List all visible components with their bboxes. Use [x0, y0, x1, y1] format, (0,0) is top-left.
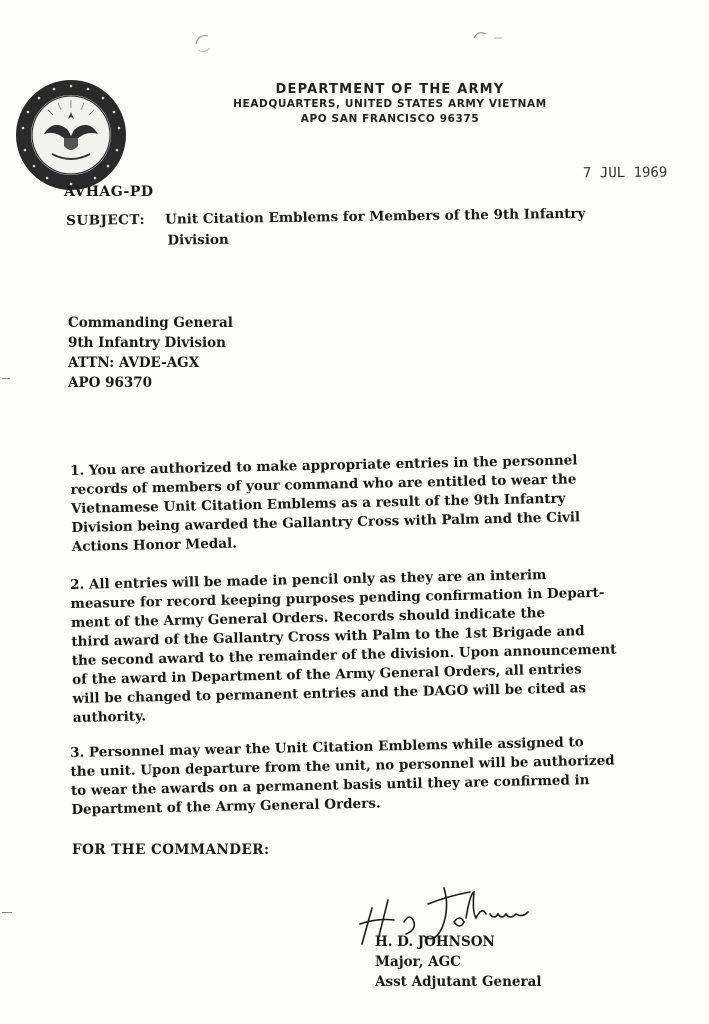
addressee-block	[68, 313, 233, 393]
addressee-line: APO 96370	[68, 375, 153, 391]
addressee-line: ATTN: AVDE-AGX	[68, 355, 200, 371]
subject-block	[66, 204, 586, 253]
letter-date: 7 JUL 1969	[582, 164, 668, 182]
paragraph-3: 3. Personnel may wear the Unit Citation Emblems while assigned to the unit. Upon departure from the unit, no personnel will be authorized to wear the awards on a permanent basis until they are confirmed in Department of the Army General Orders.	[70, 734, 615, 818]
letterhead-headquarters: HEADQUARTERS, UNITED STATES ARMY VIETNAM	[233, 98, 547, 110]
subject-line-2: Division	[167, 231, 229, 249]
punch-hole-mark	[468, 26, 508, 52]
closing-line: FOR THE COMMANDER:	[72, 842, 270, 858]
paragraph-1: 1. You are authorized to make appropriate entries in the personnel records of members of your command who are entitled to wear the Vietnamese Unit Citation Emblems as a result of the 9th Infantry Division being awarded the Gallantry Cross with Palm and the Civil Actions Honor Medal.	[70, 452, 581, 555]
signer-title: Asst Adjutant General	[375, 974, 542, 990]
letterhead-apo: APO SAN FRANCISCO 96375	[300, 113, 480, 125]
addressee-line: Commanding General	[68, 315, 233, 331]
edge-mark	[2, 378, 10, 379]
addressee-line: 9th Infantry Division	[68, 335, 226, 351]
department-of-defense-seal	[14, 78, 128, 192]
office-symbol: AVHAG-PD	[64, 184, 154, 200]
paragraph-2: 2. All entries will be made in pencil only as they are an interim measure for record keeping purposes pending confirmation in Depart- ment of the Army General Orders. Records should indicate the third award of the Gallantry Cross with Palm to the 1st Brigade and the second award to the remainder of the division. Upon announcement of the award in Department of the Army General Orders, all entries will be changed to permanent entries and the DAGO will be cited as authority.	[70, 567, 617, 726]
subject-label: SUBJECT:	[66, 211, 146, 229]
signer-name: H. D. JOHNSON	[375, 934, 495, 950]
signature-block	[375, 932, 541, 992]
signer-rank: Major, AGC	[375, 954, 461, 970]
letterhead-department: DEPARTMENT OF THE ARMY	[275, 82, 505, 97]
punch-hole-mark	[190, 30, 220, 58]
subject-line-1: Unit Citation Emblems for Members of the 9th Infantry	[165, 205, 586, 228]
edge-mark	[2, 912, 12, 913]
